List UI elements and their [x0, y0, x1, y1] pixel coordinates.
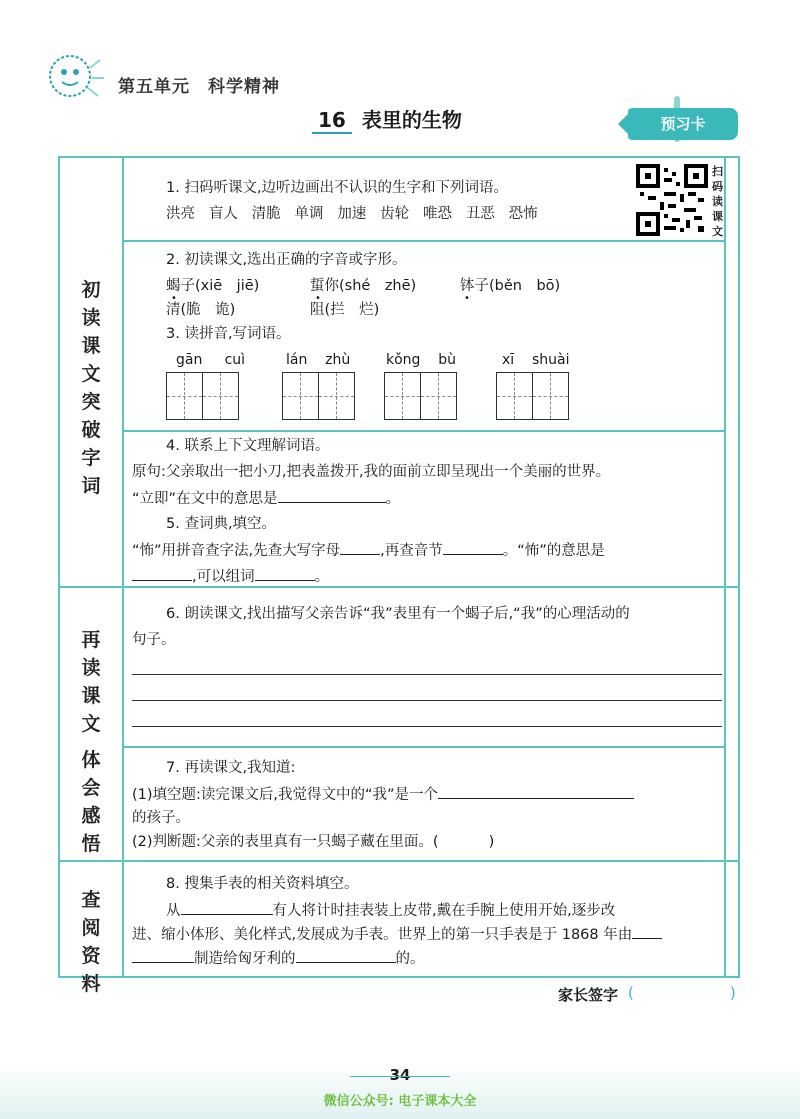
q2-option[interactable]: 阻(拦 烂): [310, 302, 380, 318]
q3-pinyin: gān cuì: [176, 352, 246, 368]
q2-option[interactable]: 蝎子(xiē jiē): [166, 278, 260, 294]
q1-word: 丑恶: [465, 206, 495, 222]
q1-word-list: [166, 204, 538, 224]
lesson-title: 表里的生物: [361, 108, 462, 132]
q3-writing-grid[interactable]: [166, 372, 239, 420]
section-sidebar-3: [60, 862, 124, 995]
q5-prompt: 5. 查词典,填空。: [166, 516, 277, 532]
q8-line-3: 制造给匈牙利的 的。: [132, 948, 425, 969]
q1-word: 盲人: [208, 206, 238, 222]
unit-title: 第五单元 科学精神: [118, 77, 280, 97]
q8-maker-blank-cont[interactable]: [132, 948, 194, 963]
q3-writing-grid[interactable]: [384, 372, 457, 420]
section-sidebar-2: [60, 588, 124, 860]
section-label-1b: 突破字词: [81, 391, 101, 497]
q1-prompt: 1. 扫码听课文,边听边画出不认识的生字和下列词语。: [166, 180, 509, 196]
q5-meaning-blank[interactable]: [132, 566, 192, 581]
section-label-2b: 体会感悟: [81, 749, 101, 855]
q8-line-1: 从 有人将计时挂表装上皮带,戴在手腕上使用开始,逐步改: [166, 900, 615, 921]
section-divider: [60, 860, 738, 862]
q7-prompt: 7. 再读课文,我知道:: [166, 760, 296, 776]
q7-fill: (1)填空题:读完课文后,我觉得文中的“我”是一个: [132, 784, 634, 805]
q3-pinyin: lán zhù: [286, 352, 351, 368]
q7-judge: (2)判断题:父亲的表里真有一只蝎子藏在里面。( ): [132, 834, 495, 850]
lesson-heading: [312, 104, 462, 134]
q4-prompt: 4. 联系上下文理解词语。: [166, 438, 330, 454]
qr-code-icon[interactable]: [636, 164, 708, 236]
q4-answer-blank[interactable]: [278, 488, 386, 503]
q4-source-sentence: 原句:父亲取出一把小刀,把表盖拨开,我的面前立即呈现出一个美丽的世界。: [132, 464, 611, 480]
q6-answer-line[interactable]: [132, 726, 722, 727]
qr-label: 扫码读课文: [712, 165, 723, 238]
q6-answer-line[interactable]: [132, 700, 722, 701]
q8-time-blank[interactable]: [181, 900, 273, 915]
wechat-account-text: 微信公众号: 电子课本大全: [323, 1094, 477, 1109]
q8-line-2: 进、缩小体形、美化样式,发展成为手表。世界上的第一只手表是于 1868 年由: [132, 924, 662, 945]
q7-fill-blank[interactable]: [438, 784, 634, 799]
emphasis-dot: •: [464, 293, 470, 304]
row-divider: [122, 240, 724, 242]
parent-signature-field[interactable]: ( ): [628, 984, 736, 1002]
q2-option[interactable]: 钵子(běn bō): [460, 278, 561, 294]
q3-writing-grid[interactable]: [282, 372, 355, 420]
q6-prompt: 6. 朗读课文,找出描写父亲告诉“我”表里有一个蝎子后,“我”的心理活动的: [166, 606, 630, 622]
q8-prompt: 8. 搜集手表的相关资料填空。: [166, 876, 359, 892]
q1-word: 恐怖: [508, 206, 538, 222]
q2-prompt: 2. 初读课文,选出正确的字音或字形。: [166, 252, 407, 268]
q2-option[interactable]: 清(脆 诡): [166, 302, 236, 318]
q5-syllable-blank[interactable]: [443, 540, 503, 555]
section-label-1a: 初读课文: [81, 279, 101, 385]
decorative-figure-icon: [40, 48, 110, 108]
preview-card-tab: 预习卡: [628, 108, 738, 140]
q5-line-1: “怖”用拼音查字法,先查大写字母 ,再查音节 。“怖”的意思是: [132, 540, 605, 561]
section-label-3: 查阅资料: [81, 889, 101, 995]
q8-maker-blank[interactable]: [632, 924, 662, 939]
row-divider: [122, 430, 724, 432]
lesson-number: 16: [312, 108, 352, 134]
parent-signature-label: 家长签字: [558, 986, 619, 1004]
q2-option[interactable]: 蜇你(shé zhē): [310, 278, 417, 294]
q1-word: 清脆: [251, 206, 281, 222]
q1-word: 单调: [294, 206, 324, 222]
q4-question: “立即”在文中的意思是 。: [132, 488, 400, 509]
q1-word: 加速: [337, 206, 367, 222]
q6-answer-line[interactable]: [132, 674, 722, 675]
section-sidebar-1: [60, 158, 124, 586]
q5-line-2: ,可以组词 。: [132, 566, 329, 587]
emphasis-dot: •: [171, 293, 177, 304]
row-divider: [122, 746, 724, 748]
emphasis-dot: •: [315, 293, 321, 304]
q3-pinyin: xī shuài: [502, 352, 570, 368]
q5-word-blank[interactable]: [255, 566, 315, 581]
q1-word: 洪亮: [166, 206, 195, 222]
q1-word: 唯恐: [422, 206, 452, 222]
q3-pinyin: kǒng bù: [386, 352, 457, 368]
q5-letter-blank[interactable]: [340, 540, 380, 555]
q6-prompt-cont: 句子。: [132, 632, 176, 648]
page-number: 34: [380, 1066, 420, 1084]
q1-word: 齿轮: [380, 206, 410, 222]
q3-prompt: 3. 读拼音,写词语。: [166, 326, 291, 342]
q7-fill-cont: 的孩子。: [132, 810, 190, 826]
inner-right-border: [724, 158, 726, 976]
q3-writing-grid[interactable]: [496, 372, 569, 420]
q8-recipient-blank[interactable]: [296, 948, 396, 963]
section-label-2a: 再读课文: [81, 629, 101, 735]
